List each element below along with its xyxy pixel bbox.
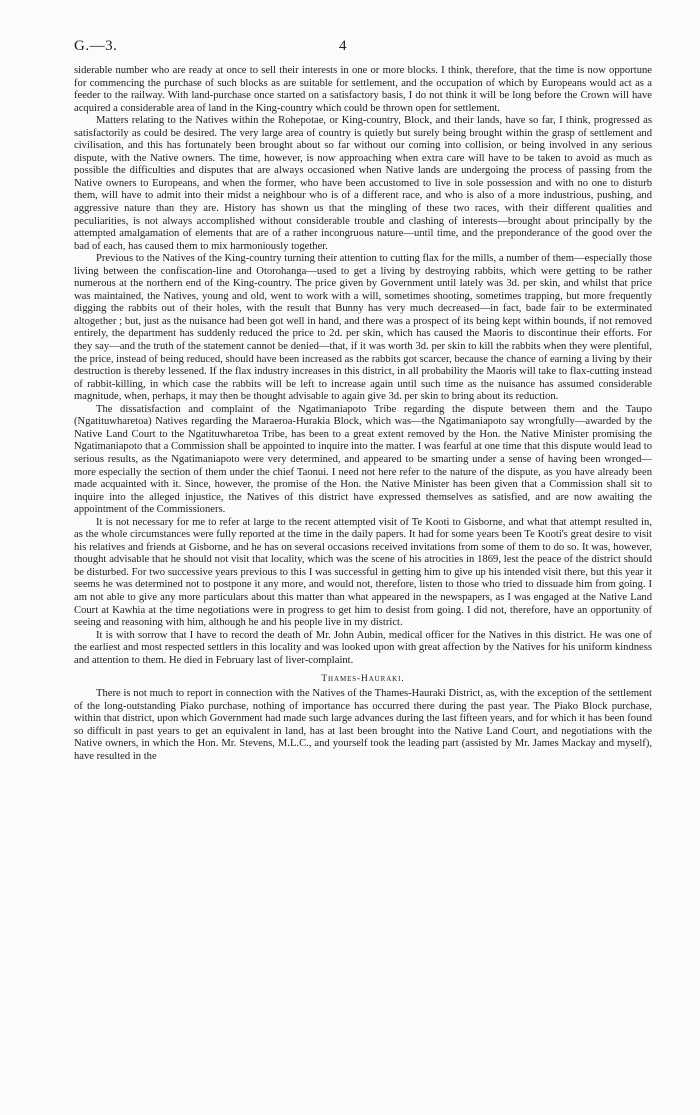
paragraph-te-kooti-visit: It is not necessary for me to refer at large to the recent attempted visit of Te Kooti to Gisborne, and what that attempt resulted in, as the whole circumstances were fully reported at the time in the daily papers. It had for some years been Te Kooti's great desire to visit his relatives and friends at Gisborne, and he has on several occasions received invitations from some of them to do so. It was, however, thought advisable that he should not visit that locality, which was the scene of his atrocities in 1869, lest the peace of the district should be disturbed. For two successive years previous to this I was successful in getting him to give up his intended visit there, but this year it seems he was determined not to postpone it any more, and would not, therefore, listen to those who tried to dissuade him from going. I am not able to give any more particulars about this matter than what appeared in the newspapers, as I was engaged at the Native Land Court at Kawhia at the time negotiations were in progress to get him to desist from going. I did not, therefore, have an opportunity of seeing and reasoning with him, although he and his people live in my district. bbox=[74, 516, 652, 629]
paragraph-thames-hauraki: There is not much to report in connection with the Natives of the Thames-Hauraki District, as, with the exception of the settlement of the long-outstanding Piako purchase, nothing of importance has occurred there during the past year. The Piako Block purchase, within that district, upon which Government had made such large advances during the last fifteen years, and for which it has been found so difficult in past years to get an equivalent in land, has at last been brought into the Native Land Court, and negotiations with the Native owners, in which the Hon. Mr. Stevens, M.L.C., and yourself took the leading part (assisted by Mr. James Mackay and myself), have resulted in the bbox=[74, 688, 652, 762]
page-header bbox=[74, 38, 652, 62]
section-heading: Thames-Hauraki. bbox=[321, 674, 405, 685]
page-number: 4 bbox=[339, 38, 347, 54]
paragraph-continuation: siderable number who are ready at once to sell their interests in one or more blocks. I think, therefore, that the time is now opportune for commencing the purchase of such blocks as are suitable for settlement, and the occupation of which by Europeans would act as a feeder to the railway. With land-purchase once started on a satisfactory basis, I do not think it will be long before the Crown will have acquired a considerable area of land in the King-country which could be thrown open for settlement. bbox=[74, 65, 652, 114]
paragraph-john-aubin: It is with sorrow that I have to record the death of Mr. John Aubin, medical officer for the Natives in this district. He was one of the earliest and most respected settlers in this locality and was looked upon with great affection by the Natives for his uniform kindness and attention to them. He died in February last of liver-complaint. bbox=[74, 629, 652, 666]
document-reference: G.—3. bbox=[74, 38, 118, 54]
paragraph-rabbits: Previous to the Natives of the King-country turning their attention to cutting flax for the mills, a number of them—especially those living between the confiscation-line and Otorohanga—used to get a living by destroying rabbits, which were getting to be rather numerous at the northern end of the King-country. The price given by Government until lately was 3d. per skin, and whilst that price was maintained, the Natives, young and old, went to work with a will, sometimes shooting, sometimes trapping, but more frequently digging the rabbits out of their holes, with the result that Bunny has very much decreased—in fact, bade fair to be exterminated altogether ; but, just as the nuisance had been got well in hand, and there was a prospect of its being kept within bounds, if not removed entirely, the department has suddenly reduced the price to 2d. per skin, which has caused the Maoris to discontinue their efforts. For they say—and the truth of the statement cannot be denied—that, if it was worth 3d. per skin to kill the rabbits when they were plentiful, the price, instead of being reduced, should have been increased as the rabbits got scarcer, because the chance of earning a living by their destruction is thereby lessened. If the flax industry increases in this district, in all probability the Maoris will take to flax-cutting instead of rabbit-killing, in which case the rabbits will be left to increase again until such time as the nuisance has assumed considerable magnitude, when, perhaps, it may then be thought advisable to again give 3d. per skin to bring about its reduction. bbox=[74, 253, 652, 403]
paragraph-ngatimaniapoto-dispute: The dissatisfaction and complaint of the Ngatimaniapoto Tribe regarding the dispute between them and the Taupo (Ngatituwharetoa) Natives regarding the Maraeroa-Hurakia Block, which was—the Ngatimaniapoto say wrongfully—awarded by the Native Land Court to the Ngatituwharetoa Tribe, has been to a great extent removed by the Hon. the Native Minister promising the Ngatimaniapoto that a Commission shall be appointed to inquire into the matter. I was fearful at one time that this dispute would lead to serious results, as the Ngatimaniapoto were very determined, and appeared to be smarting under a sense of having been wronged—more especially the section of them under the chief Taonui. I need not here refer to the nature of the dispute, as you have already been made acquainted with it. Since, however, the promise of the Hon. the Native Minister has been given that a Commission shall sit to inquire into the alleged injustice, the Natives of this district have expressed themselves as satisfied, and are now awaiting the appointment of the Commissioners. bbox=[74, 403, 652, 516]
paragraph-king-country-matters: Matters relating to the Natives within the Rohepotae, or King-country, Block, and their lands, have so far, I think, progressed as satisfactorily as could be desired. The very large area of country is quietly but surely being brought within the grasp of settlement and civilisation, and this has fortunately been brought about so far without our coming into collision, or being involved in any serious dispute, with the Native owners. The time, however, is now approaching when extra care will have to be taken to avoid as much as possible the difficulties and disputes that are always occasioned when Native lands are undergoing the process of passing from the Native owners to Europeans, and when the former, who have been accustomed to live in sole possession and with no one to disturb them, will have to admit into their midst a neighbour who is of a different race, and who is also of a more industrious, pushing, and aggressive nature than they are. History has shown us that the mingling of these two races, with their different qualities and peculiarities, is not always accomplished without considerable trouble and clashing of interests—brought about principally by the attempted amalgamation of elements that are of a rather incongruous nature—until time, and the preponderance of the good over the bad of each, has caused them to mix harmoniously together. bbox=[74, 115, 652, 252]
body-text bbox=[74, 65, 652, 764]
